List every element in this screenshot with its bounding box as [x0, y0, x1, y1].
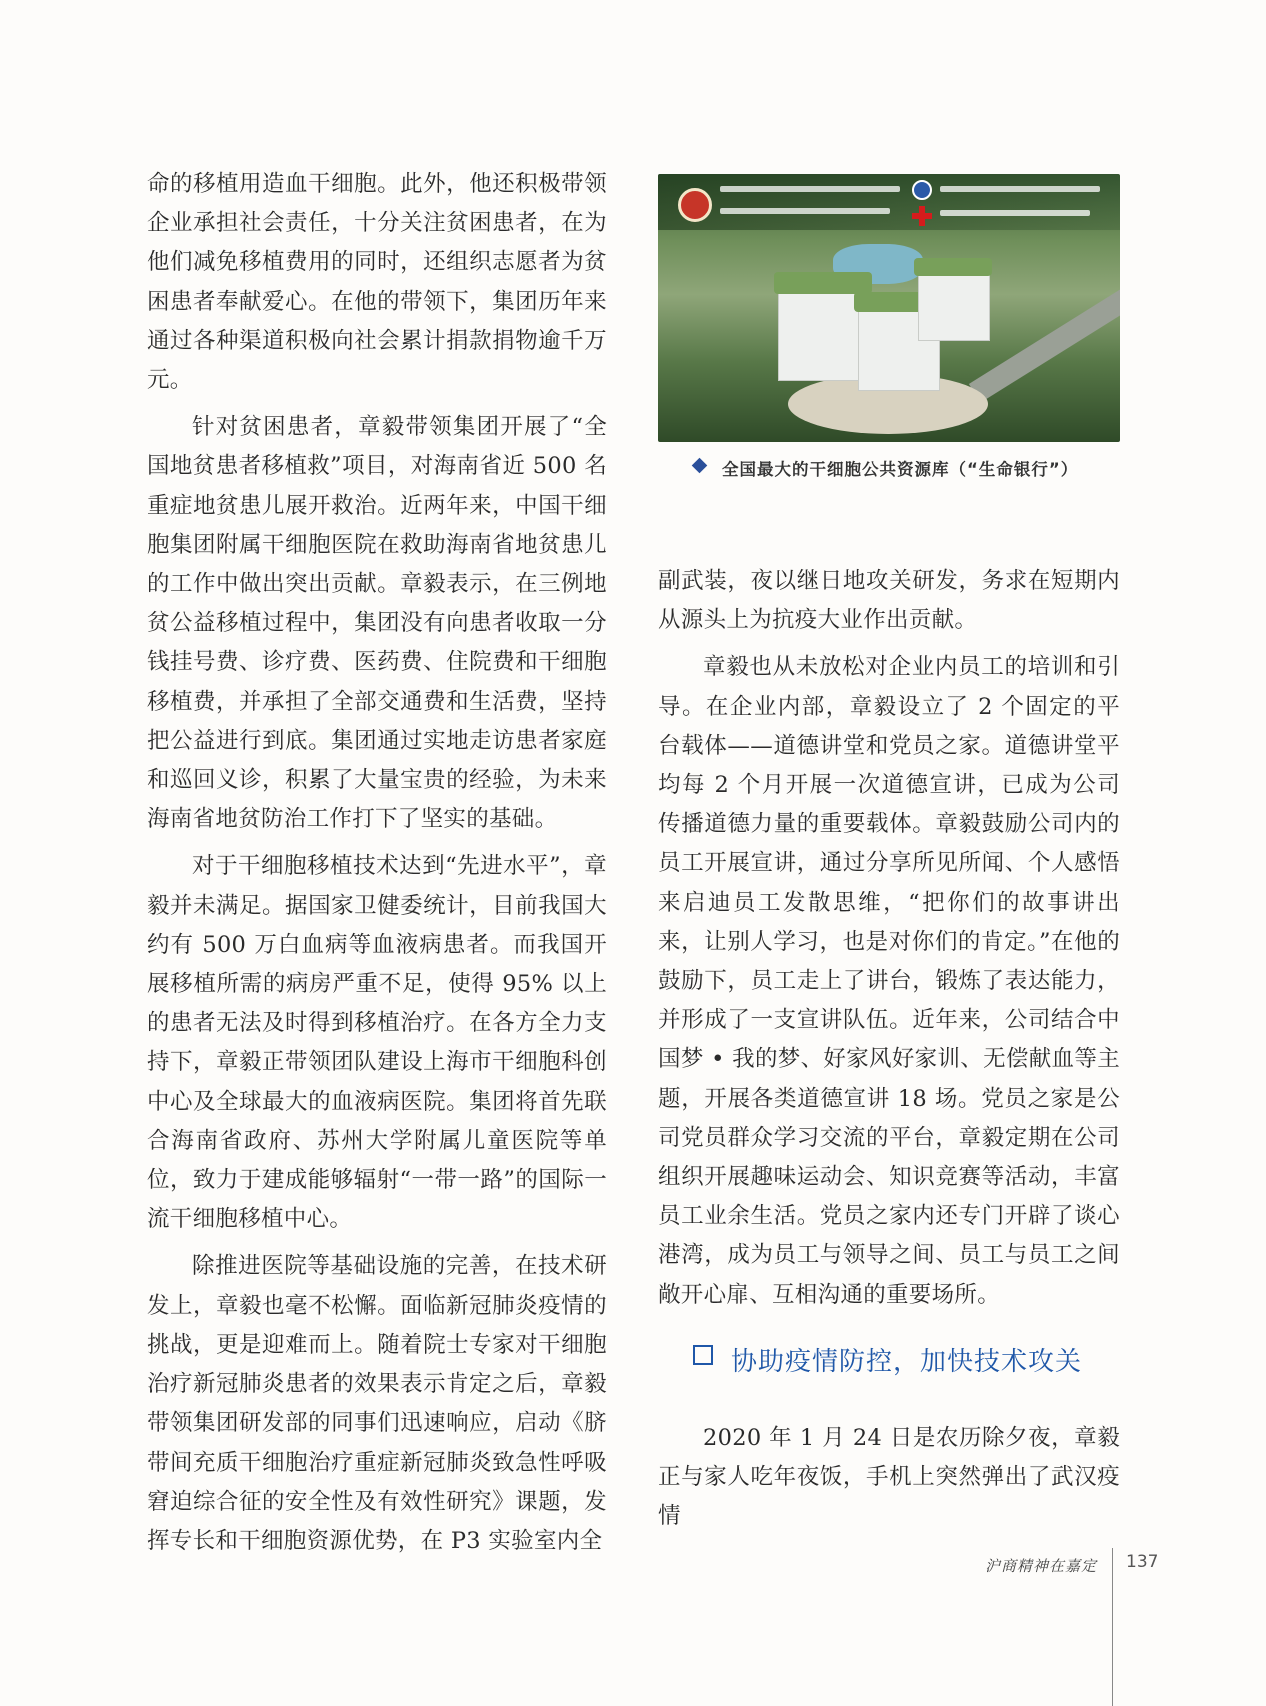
page-number: 137: [1126, 1552, 1159, 1572]
right-paragraph-1: 副武装，夜以继日地攻关研发，务求在短期内从源头上为抗疫大业作出贡献。: [658, 568, 1120, 634]
photo-banner: [658, 174, 1120, 230]
footer-title: 沪商精神在嘉定: [985, 1557, 1098, 1575]
section-paragraph: 2020 年 1 月 24 日是农历除夕夜，章毅正与家人吃年夜饭，手机上突然弹出了武汉疫情: [658, 1425, 1120, 1530]
road-shape: [969, 267, 1120, 402]
building-right: [918, 269, 990, 341]
paragraph-4: 除推进医院等基础设施的完善，在技术研发上，章毅也毫不松懈。面临新冠肺炎疫情的挑战，更是迎难而上。随着院士专家对干细胞治疗新冠肺炎患者的效果表示肯定之后，章毅带领集团研发部的同事们迅速响应，启动《脐带间充质干细胞治疗重症新冠肺炎致急性呼吸窘迫综合征的安全性及有效性研究》课题，发挥专长和干细胞资源优势，在 P3 实验室内全: [147, 1253, 607, 1554]
photo-caption: [700, 456, 1140, 480]
section-heading: [693, 1341, 1082, 1378]
section-title: 协助疫情防控，加快技术攻关: [731, 1347, 1083, 1377]
paragraph-1: 命的移植用造血干细胞。此外，他还积极带领企业承担社会责任，十分关注贫困患者，在为他们减免移植费用的同时，还组织志愿者为贫困患者奉献爱心。在他的带领下，集团历年来通过各种渠道积极向社会累计捐款捐物逾千万元。: [147, 171, 607, 394]
right-paragraph-2: 章毅也从未放松对企业内员工的培训和引导。在企业内部，章毅设立了 2 个固定的平台载体——道德讲堂和党员之家。道德讲堂平均每 2 个月开展一次道德宣讲，已成为公司传播道德力量的重要载体。章毅鼓励公司内的员工开展宣讲，通过分享所见所闻、个人感悟来启迪员工发散思维，“把你们的故事讲出来，让别人学习，也是对你们的肯定。”在他的鼓励下，员工走上了讲台，锻炼了表达能力，并形成了一支宣讲队伍。近年来，公司结合中国梦 • 我的梦、好家风好家训、无偿献血等主题，开展各类道德宣讲 18 场。党员之家是公司党员群众学习交流的平台，章毅定期在公司组织开展趣味运动会、知识竞赛等活动，丰富员工业余生活。党员之家内还专门开辟了谈心港湾，成为员工与领导之间、员工与员工之间敞开心扉、互相沟通的重要场所。: [658, 654, 1120, 1308]
caption-text: 全国最大的干细胞公共资源库（“生命银行”）: [722, 460, 1079, 479]
right-column: [658, 562, 1120, 1315]
checkbox-square-icon: [693, 1345, 713, 1365]
footer-divider: [1112, 1548, 1113, 1706]
red-cross-icon: [912, 206, 932, 226]
diamond-icon: [692, 458, 708, 474]
paragraph-3: 对于干细胞移植技术达到“先进水平”，章毅并未满足。据国家卫健委统计，目前我国大约有 500 万白血病等血液病患者。而我国开展移植所需的病房严重不足，使得 95% 以上的患者无法及时得到移植治疗。在各方全力支持下，章毅正带领团队建设上海市干细胞科创中心及全球最大的血液病医院。集团将首先联合海南省政府、苏州大学附属儿童医院等单位，致力于建成能够辐射“一带一路”的国际一流干细胞移植中心。: [147, 853, 607, 1233]
university-logo-icon: [912, 180, 932, 200]
roof-left: [774, 272, 872, 294]
section-body: [658, 1419, 1120, 1537]
left-column: [147, 165, 607, 1561]
roof-right: [914, 258, 992, 276]
hospital-logo-icon: [678, 188, 712, 222]
paragraph-2: 针对贫困患者，章毅带领集团开展了“全国地贫患者移植救”项目，对海南省近 500 名重症地贫患儿展开救治。近两年来，中国干细胞集团附属干细胞医院在救助海南省地贫患儿的工作中做出突出贡献。章毅表示，在三例地贫公益移植过程中，集团没有向患者收取一分钱挂号费、诊疗费、医药费、住院费和干细胞移植费，并承担了全部交通费和生活费，坚持把公益进行到底。集团通过实地走访患者家庭和巡回义诊，积累了大量宝贵的经验，为未来海南省地贫防治工作打下了坚实的基础。: [147, 414, 607, 833]
hospital-aerial-photo: [658, 174, 1120, 442]
